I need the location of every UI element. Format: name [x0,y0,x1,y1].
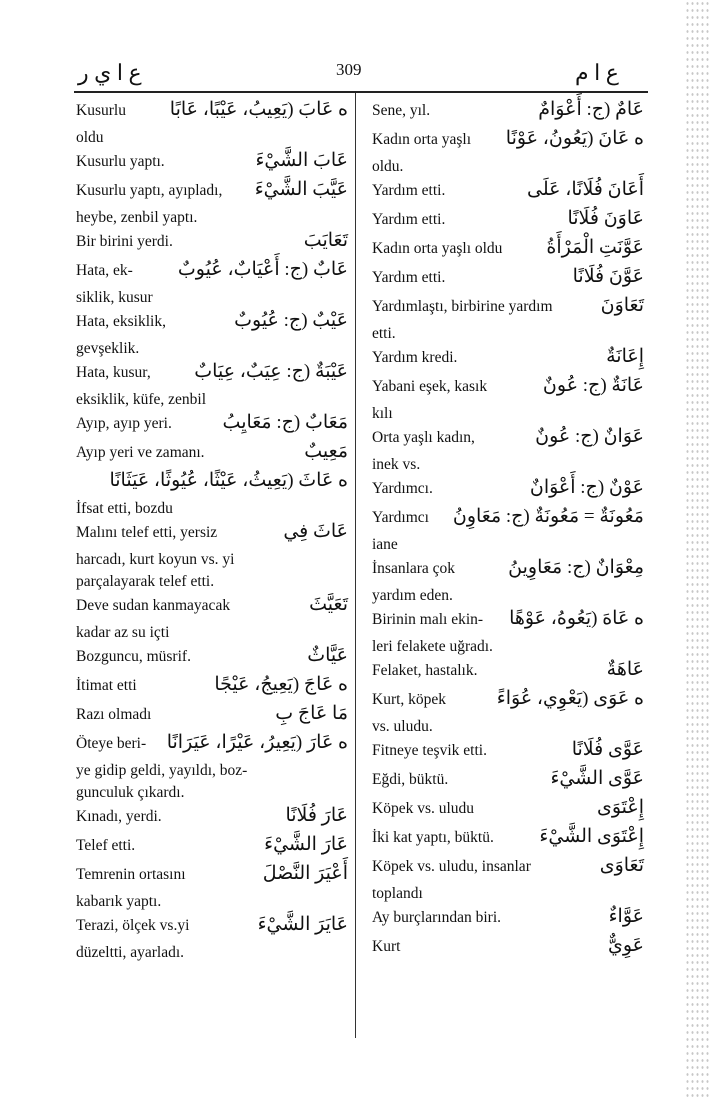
entry-arabic-headword: عَامٌ (ج: أَعْوَامٌ [538,99,644,120]
entry-headline [372,738,644,767]
dictionary-entry [372,505,644,556]
entry-headline [76,98,348,127]
entry-headline [76,673,348,702]
entry-headline [372,687,644,716]
page-header [0,58,711,88]
entry-headline [76,309,348,338]
entry-arabic-headword: عَاثَ فِي [283,521,348,542]
entry-headline [76,411,348,440]
entry-translation: Hata, eksiklik, [76,313,166,330]
dictionary-entry [76,411,348,440]
dictionary-entry [76,804,348,833]
entry-translation: Kurt [372,938,401,955]
header-left-root: ع ا ي ر [78,60,142,85]
entry-arabic-headword: ﻩ عَاجَ (يَعِيجُ، عَيْجًا [214,674,348,695]
dictionary-entry [76,702,348,731]
entry-headline [372,934,644,963]
entry-translation: Ay burçlarından biri. [372,909,501,926]
dictionary-entry [372,178,644,207]
entry-translation: Kusurlu [76,102,126,119]
dictionary-entry [76,731,348,804]
entry-arabic-headword: مَعِيبٌ [304,441,348,462]
header-rule [74,91,648,93]
entry-headline [372,265,644,294]
entry-translation: Yardımlaştı, birbirine yardım [372,298,553,315]
entry-continuation-line: inek vs. [372,456,421,473]
entry-arabic-headword: عَوَّنَ فُلَانًا [572,266,644,287]
dictionary-entry [372,825,644,854]
dictionary-entry [76,178,348,229]
entry-arabic-headword: ﻩ عَانَ (يَعُونُ، عَوْنًا [505,128,644,149]
entry-headline [372,607,644,636]
entry-translation: Ayıp, ayıp yeri. [76,415,172,432]
entry-headline [76,833,348,862]
entry-arabic-headword: ﻩ عَوَى (يَعْوِي، عُوَاءً [496,688,644,709]
entry-continuation-line: oldu. [372,158,404,175]
entry-headline [372,345,644,374]
entry-headline [372,425,644,454]
entry-translation: Sene, yıl. [372,102,431,119]
entry-continuation-line: düzeltti, ayarladı. [76,944,185,961]
entry-translation: Yardım etti. [372,211,446,228]
entry-headline [76,440,348,469]
entry-translation: Kusurlu yaptı, ayıpladı, [76,182,223,199]
dictionary-entry [76,440,348,469]
entry-arabic-headword: إِعَانَةٌ [606,346,644,367]
entry-arabic-headword: ﻩ عَاهَ (يَعُوهُ، عَوْهًا [509,608,644,629]
dictionary-entry [76,644,348,673]
entry-translation: Deve sudan kanmayacak [76,597,231,614]
entry-arabic-headword: ﻩ عَارَ (يَعِيرُ، عَيْرًا، عَيَرَانًا [166,732,348,753]
entry-arabic-headword: عَاهَةٌ [606,659,644,680]
entry-arabic-headword: عَارَ الشَّيْءَ [264,834,348,855]
dictionary-entry [76,520,348,593]
entry-arabic-headword: مَعُونَةٌ = مَعُونَةٌ (ج: مَعَاوِنُ [452,506,644,527]
entry-continuation-line: kılı [372,405,393,422]
entry-headline [372,658,644,687]
entry-arabic-headword: عَوَانٌ (ج: عُونٌ [535,426,644,447]
entry-headline [372,854,644,883]
entry-headline [76,913,348,942]
entry-translation: Orta yaşlı kadın, [372,429,475,446]
entry-translation: Hata, kusur, [76,364,151,381]
entry-translation: Bir birini yerdi. [76,233,173,250]
entry-translation: Hata, ek- [76,262,133,279]
entry-translation: Kadın orta yaşlı [372,131,472,148]
entry-continuation-line: yardım eden. [372,587,453,604]
dictionary-entry [76,98,348,149]
entry-headline [76,178,348,207]
entry-translation: Köpek vs. uludu [372,800,475,817]
entry-headline [76,469,348,498]
entry-translation: Ayıp yeri ve zamanı. [76,444,205,461]
entry-arabic-headword: عَوَّى فُلَانًا [571,739,644,760]
entry-arabic-headword: تَعَايَبَ [303,230,348,251]
entry-arabic-headword: عَوَّى الشَّيْءَ [550,768,644,789]
entry-headline [372,178,644,207]
dictionary-entry [76,258,348,309]
entry-translation: Yardım etti. [372,269,446,286]
entry-headline [372,98,644,127]
dictionary-entry [76,229,348,258]
entry-arabic-headword: تَعَيَّثَ [309,594,348,615]
dictionary-entry [372,236,644,265]
left-column [76,98,348,964]
entry-headline [76,520,348,549]
entry-arabic-headword: إِعْتَوَى [596,797,644,818]
entry-continuation-line: kabarık yaptı. [76,893,162,910]
entry-continuation-line: harcadı, kurt koyun vs. yi [76,551,235,568]
dictionary-entry [372,476,644,505]
dictionary-entry [372,207,644,236]
entry-headline [76,229,348,258]
entry-arabic-headword: إِعْتَوَى الشَّيْءَ [539,826,644,847]
entry-arabic-headword: ﻩ عَابَ (يَعِيبُ، عَيْبًا، عَابًا [169,99,348,120]
entry-arabic-headword: أَعْيَرَ النَّصْلَ [262,863,348,884]
entry-arabic-headword: عَوِيٌّ [607,935,644,956]
dictionary-entry [372,905,644,934]
entry-headline [372,207,644,236]
entry-headline [76,149,348,178]
entry-translation: İnsanlara çok [372,560,456,577]
entry-headline [76,731,348,760]
entry-translation: Temrenin ortasını [76,866,186,883]
dictionary-entry [372,934,644,963]
entry-translation: Terazi, ölçek vs.yi [76,917,190,934]
entry-translation: Eğdi, büktü. [372,771,449,788]
entry-headline [372,905,644,934]
entry-arabic-headword: عَاوَنَ فُلَانًا [567,208,644,229]
entry-translation: Yardım etti. [372,182,446,199]
entry-headline [372,825,644,854]
entry-continuation-line: oldu [76,129,104,146]
entry-headline [76,593,348,622]
entry-arabic-headword: عَابَ الشَّيْءَ [255,150,348,171]
entry-arabic-headword: تَعَاوَى [599,855,644,876]
entry-translation: Felaket, hastalık. [372,662,478,679]
page-number: 309 [336,60,362,79]
entry-headline [76,702,348,731]
entry-translation: Kusurlu yaptı. [76,153,165,170]
entry-translation: İtimat etti [76,677,137,694]
entry-headline [76,862,348,891]
dictionary-entry [372,687,644,738]
entry-continuation-line: İfsat etti, bozdu [76,500,173,517]
entry-continuation-line: gunculuk çıkardı. [76,784,185,801]
right-column [372,98,644,963]
entry-arabic-headword: مِعْوَانٌ (ج: مَعَاوِينُ [508,557,644,578]
entry-continuation-line: iane [372,536,398,553]
entry-arabic-headword: عَيْبَةٌ (ج: عِيَبٌ، عِيَابٌ [194,361,348,382]
entry-headline [372,767,644,796]
entry-arabic-headword: مَا عَاجَ بِ [275,703,348,724]
entry-headline [76,804,348,833]
dictionary-entry [76,833,348,862]
entry-headline [372,294,644,323]
entry-arabic-headword: مَعَابٌ (ج: مَعَايِبُ [222,412,348,433]
dictionary-entry [372,738,644,767]
entry-continuation-line: leri felakete uğradı. [372,638,493,655]
entry-translation: Yardımcı [372,509,429,526]
dictionary-entry [372,854,644,905]
entry-headline [372,796,644,825]
entry-translation: Öteye beri- [76,735,147,752]
entry-arabic-headword: عَايَرَ الشَّيْءَ [257,914,348,935]
entry-headline [372,127,644,156]
entry-translation: Kadın orta yaşlı oldu [372,240,503,257]
entry-arabic-headword: عَوْنٌ (ج: أَعْوَانٌ [529,477,644,498]
entry-translation: Fitneye teşvik etti. [372,742,487,759]
dictionary-entry [76,862,348,913]
entry-headline [76,258,348,287]
entry-translation: Yardımcı. [372,480,433,497]
dictionary-entry [372,658,644,687]
entry-translation: Malını telef etti, yersiz [76,524,218,541]
dictionary-entry [372,345,644,374]
entry-arabic-headword: ﻩ عَاثَ (يَعِيثُ، عَيْثًا، عُيُوثًا، عَيَثَانًا [109,470,348,491]
entry-continuation-line: vs. uludu. [372,718,433,735]
dictionary-entry [372,265,644,294]
entry-headline [76,644,348,673]
entry-continuation-line: toplandı [372,885,423,902]
entry-translation: Köpek vs. uludu, insanlar [372,858,531,875]
entry-translation: Telef etti. [76,837,136,854]
entry-continuation-line: gevşeklik. [76,340,140,357]
entry-headline [372,556,644,585]
entry-headline [372,236,644,265]
entry-headline [372,374,644,403]
entry-translation: Bozguncu, müsrif. [76,648,191,665]
entry-continuation-line: heybe, zenbil yaptı. [76,209,198,226]
dictionary-entry [76,309,348,360]
dictionary-entry [76,469,348,520]
entry-headline [372,505,644,534]
dictionary-entry [76,673,348,702]
page-edge-speckle [685,0,711,1099]
entry-headline [76,360,348,389]
dictionary-entry [76,913,348,964]
dictionary-entry [372,98,644,127]
entry-translation: Razı olmadı [76,706,152,723]
entry-arabic-headword: عَيَّاثٌ [307,645,348,666]
dictionary-entry [372,556,644,607]
dictionary-entry [372,374,644,425]
dictionary-entry [372,294,644,345]
entry-continuation-line: ye gidip geldi, yayıldı, boz- [76,762,248,779]
entry-arabic-headword: عَانَةٌ (ج: عُونٌ [542,375,644,396]
entry-continuation-line: siklik, kusur [76,289,153,306]
entry-arabic-headword: عَيْبٌ (ج: عُيُوبٌ [234,310,348,331]
dictionary-entry [76,360,348,411]
dictionary-entry [76,149,348,178]
entry-continuation-line: etti. [372,325,396,342]
dictionary-entry [372,767,644,796]
entry-arabic-headword: عَارَ فُلَانًا [285,805,348,826]
entry-arabic-headword: عَوَّنَتِ الْمَرْأَةُ [546,237,644,258]
dictionary-entry [76,593,348,644]
entry-translation: Yardım kredi. [372,349,458,366]
entry-continuation-line: parçalayarak telef etti. [76,573,215,590]
header-right-root: ع ا م [575,60,619,85]
entry-headline [372,476,644,505]
entry-translation: Birinin malı ekin- [372,611,484,628]
entry-arabic-headword: تَعَاوَنَ [600,295,644,316]
dictionary-entry [372,796,644,825]
dictionary-entry [372,425,644,476]
entry-translation: Yabani eşek, kasık [372,378,488,395]
column-divider [355,93,356,1038]
entry-arabic-headword: عَيَّبَ الشَّيْءَ [254,179,348,200]
entry-continuation-line: eksiklik, küfe, zenbil [76,391,206,408]
dictionary-entry [372,607,644,658]
entry-arabic-headword: أَعَانَ فُلَانًا، عَلَى [527,179,644,200]
entry-translation: Kurt, köpek [372,691,447,708]
entry-arabic-headword: عَوَّاءٌ [608,906,644,927]
entry-translation: İki kat yaptı, büktü. [372,829,494,846]
entry-arabic-headword: عَابٌ (ج: أَعْيَابٌ، عُيُوبٌ [177,259,348,280]
dictionary-entry [372,127,644,178]
entry-continuation-line: kadar az su içti [76,624,170,641]
entry-translation: Kınadı, yerdi. [76,808,162,825]
